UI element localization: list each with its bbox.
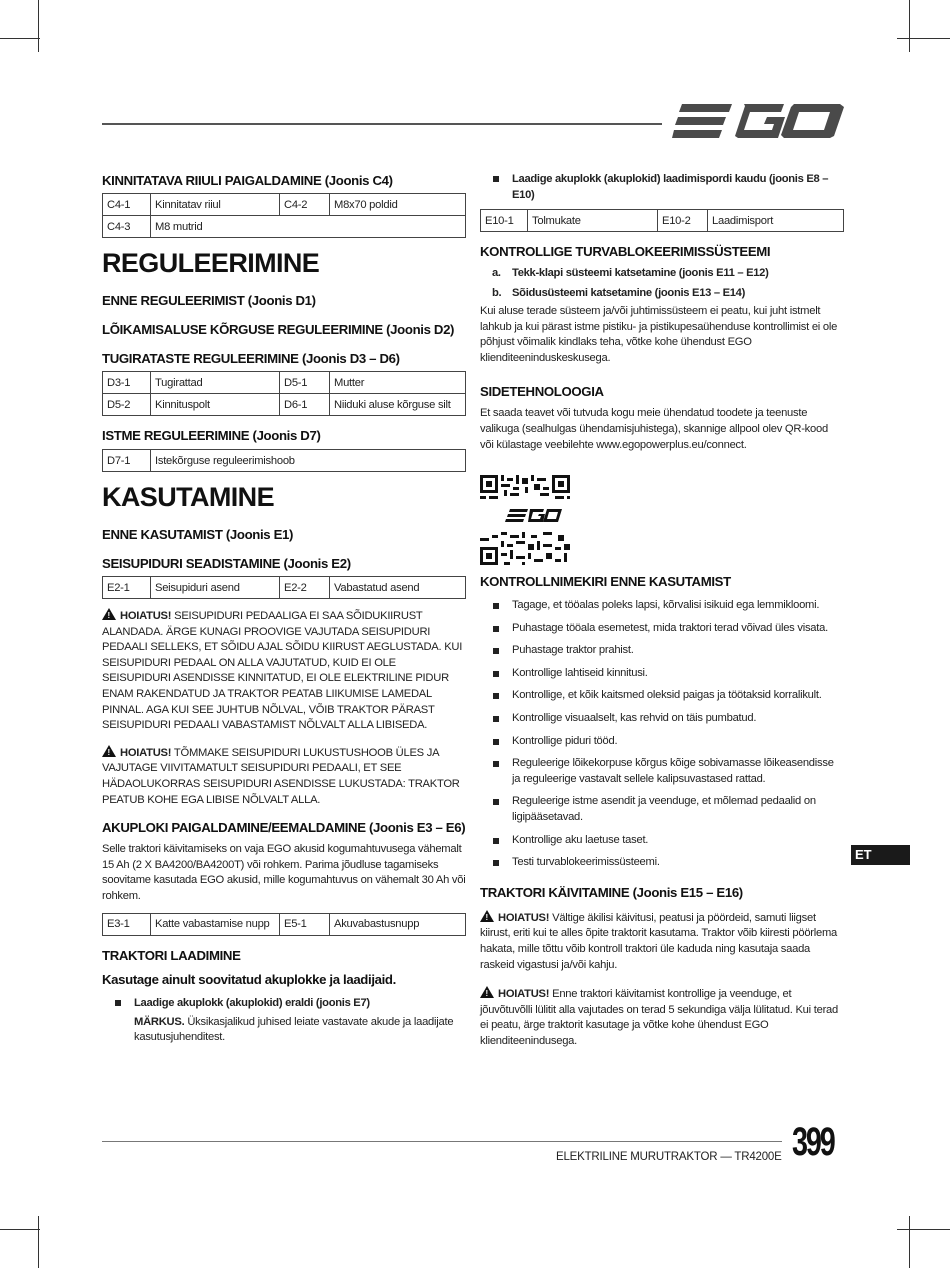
list-item: Testi turvablokeerimissüsteemi.: [480, 855, 844, 871]
crop-mark: [897, 1229, 950, 1230]
table-cell: Akuvabastusnupp: [330, 913, 466, 935]
crop-mark: [0, 38, 40, 39]
list-item: Kontrollige piduri tööd.: [480, 734, 844, 750]
warning-label: HOIATUS!: [498, 911, 550, 924]
ego-logo: [672, 100, 844, 144]
table-cell: D7-1: [103, 450, 151, 472]
right-column-lower: [480, 574, 844, 1049]
list-item: Kontrollige visuaalselt, kas rehvid on täis pumbatud.: [480, 711, 844, 727]
parts-table-d3: [102, 371, 466, 416]
table-cell: E2-2: [280, 577, 330, 599]
warning-text: SEISUPIDURI PEDAALIGA EI SAA SÕIDUKIIRUST ALANDADA. ÄRGE KUNAGI PROOVIGE VAJUTADA SEISUPIDURI PEDAALI SELLEKS, ET SÕIDU AJAL SÕIDU KIIRUST AEGLUSTADA. KUI SEISUPIDURI PEDAAL ON ALLA VAJUTATUD, KUID EI OLE SEISUPIDURI ASENDISSE KINNITATUD, EI OLE ELEKTRILINE PIDUR ENAM RAKENDATUD JA TRAKTOR PEATAB LIIKUMISE LAMEDAL PINNAL. AGA KUI SEE JUHTUB NÕLVAL, VÕIB TRAKTOR PÄRAST SEISUPIDURI PEDAALI VABASTAMIST NÕLVALT ALLA LIBISEDA.: [102, 610, 463, 732]
crop-mark: [38, 1216, 39, 1268]
list-item-b: [480, 285, 844, 301]
note-text: Üksikasjalikud juhised leiate vastavate akude ja laadijate kasutusjuhenditest.: [134, 1015, 454, 1044]
footer-title: ELEKTRILINE MURUTRAKTOR — TR4200E: [556, 1151, 782, 1163]
table-cell: D5-1: [280, 372, 330, 394]
table-cell: Tugirattad: [151, 372, 280, 394]
warning-text: Vältige äkilisi käivitusi, peatusi ja pöördeid, samuti liigset kiirust, eriti kui te alles õpite traktorit kasutama. Traktor võib kiiresti pöörlema hakata, mille tõttu võib kontroll traktori üle kaduda ning kasutaja saada raskeid vigastusi ja/või kahju.: [480, 911, 838, 971]
warning-brake-lock: [102, 744, 466, 808]
note-label: MÄRKUS.: [134, 1015, 185, 1028]
table-cell: E10-1: [481, 210, 528, 232]
warning-text: TÕMMAKE SEISUPIDURI LUKUSTUSHOOB ÜLES JA VAJUTAGE VIIVITAMATULT SEISUPIDURI PEDAALI, ET SEE HÄDAOLUKORRAS SEISUPIDURI ASENDISSE LUKUSTADA: TRAKTOR PEATUB KOHE EGA LIBISE NÕLVALT ALLA.: [102, 746, 460, 806]
parts-table-c4: [102, 193, 466, 238]
table-cell: M8x70 poldid: [330, 194, 466, 216]
table-row: [103, 450, 466, 472]
table-cell: Kinnituspolt: [151, 394, 280, 416]
table-cell: Katte vabastamise nupp: [151, 913, 280, 935]
table-cell: C4-3: [103, 216, 151, 238]
warning-label: HOIATUS!: [498, 988, 550, 1001]
table-cell: E10-2: [658, 210, 708, 232]
table-cell: D3-1: [103, 372, 151, 394]
warning-start-2: [480, 985, 844, 1049]
table-row: [103, 372, 466, 394]
checklist: [480, 598, 844, 871]
table-cell: E2-1: [103, 577, 151, 599]
subheading-charging: Kasutage ainult soovitatud akuplokke ja laadijaid.: [102, 971, 396, 987]
list-item: Kontrollige aku laetuse taset.: [480, 833, 844, 849]
parts-table-e3: [102, 913, 466, 936]
parts-table-d7: [102, 449, 466, 472]
page-number: 399: [792, 1120, 834, 1164]
list-text: Sõidusüsteemi katsetamine (joonis E13 – E14): [512, 287, 746, 299]
note-e7: [102, 1015, 466, 1046]
table-cell: Vabastatud asend: [330, 577, 466, 599]
table-cell: Kinnitatav riiul: [151, 194, 280, 216]
table-cell: M8 mutrid: [151, 216, 466, 238]
list-item-e7: Laadige akuplokk (akuplokid) eraldi (joonis E7): [102, 995, 466, 1011]
table-row: [103, 577, 466, 599]
warning-icon: !: [102, 745, 116, 757]
paragraph-battery: Selle traktori käivitamiseks on vaja EGO akusid kogumahtuvusega vähemalt 15 Ah (2 X BA4200/BA4200T) või rohkem. Parima jõudluse tagamiseks soovitame kasutada EGO akusid, mille kogumahtuvus on vähemalt 30 Ah või rohkem.: [102, 843, 466, 902]
crop-mark: [897, 38, 950, 39]
crop-mark: [38, 0, 39, 52]
list-letter: b.: [492, 287, 502, 299]
table-cell: Mutter: [330, 372, 466, 394]
warning-label: HOIATUS!: [120, 610, 172, 622]
list-item-e8: Laadige akuplokk (akuplokid) laadimispordi kaudu (joonis E8 – E10): [480, 171, 844, 203]
table-cell: C4-2: [280, 194, 330, 216]
heading-charging: TRAKTORI LAADIMINE: [102, 947, 241, 963]
list-letter: a.: [492, 267, 501, 279]
header-rule: [102, 123, 662, 125]
heading-e1: ENNE KASUTAMIST (Joonis E1): [102, 527, 294, 542]
parts-table-e2: [102, 576, 466, 599]
heading-d2: LÕIKAMISALUSE KÕRGUSE REGULEERIMINE (Joonis D2): [102, 322, 455, 337]
list-text: Tekk-klapi süsteemi katsetamine (joonis E11 – E12): [512, 267, 769, 279]
warning-icon: !: [102, 608, 116, 620]
list-item: Puhastage traktor prahist.: [480, 643, 844, 659]
heading-e3: AKUPLOKI PAIGALDAMINE/EEMALDAMINE (Joonis E3 – E6): [102, 820, 466, 836]
section-heading-c4: KINNITATAVA RIIULI PAIGALDAMINE (Joonis C4): [102, 173, 393, 188]
table-cell: C4-1: [103, 194, 151, 216]
list-item: Kontrollige lahtiseid kinnitusi.: [480, 666, 844, 682]
heading-d1: ENNE REGULEERIMIST (Joonis D1): [102, 293, 316, 308]
list-item: Reguleerige lõikekorpuse kõrgus kõige sobivamasse lõikeasendisse ja reguleerige vastavalt sellele kalipsuvastased rattad.: [480, 756, 844, 787]
table-cell: Seisupiduri asend: [151, 577, 280, 599]
heading-connectivity: SIDETEHNOLOOGIA: [480, 384, 604, 400]
table-row: [481, 210, 844, 232]
heading-start: TRAKTORI KÄIVITAMINE (Joonis E15 – E16): [480, 884, 743, 900]
table-cell: Tolmukate: [528, 210, 658, 232]
warning-icon: !: [480, 986, 494, 998]
paragraph-connectivity: Et saada teavet või tutvuda kogu meie ühendatud toodete ja teenuste valikuga (sealhulgas ühendamisjuhistega), skannige allpool olev QR-kood või külastage veebilehte www.egopowerplus.eu/connect.: [480, 407, 828, 451]
footer-rule: [102, 1141, 782, 1142]
list-item: Tagage, et tööalas poleks lapsi, kõrvalisi isikuid ega lemmikloomi.: [480, 598, 844, 614]
paragraph-safety: Kui aluse terade süsteem ja/või juhtimissüsteem ei peatu, kui juht istmelt lahkub ja kui pärast istme pistiku- ja pistikupesaühenduse kontrollimist ei ole põhjust võimalik kindlaks teha, võtke kohe ühendust EGO klienditeeninduskeskusega.: [480, 305, 838, 364]
section-title-kasutamine: KASUTAMINE: [102, 482, 274, 512]
list-item: Puhastage tööala esemetest, mida traktori terad võivad üles visata.: [480, 621, 844, 637]
heading-checklist: KONTROLLNIMEKIRI ENNE KASUTAMIST: [480, 574, 731, 589]
warning-text: Enne traktori käivitamist kontrollige ja veenduge, et jõuvõtuvõlli lülitit alla vajutades on terad 5 sekundiga välja lülitatud. Kui terad ei peatu, ärge traktorit kasutage ja võtke kohe ühendust EGO klienditeenindusega.: [480, 988, 838, 1047]
table-cell: Laadimisport: [708, 210, 844, 232]
heading-d7: ISTME REGULEERIMINE (Joonis D7): [102, 428, 321, 443]
left-column: [102, 170, 466, 1046]
table-row: [103, 194, 466, 216]
warning-icon: !: [480, 910, 494, 922]
table-row: [103, 913, 466, 935]
list-item: Kontrollige, et kõik kaitsmed oleksid paigas ja töötaksid korralikult.: [480, 688, 844, 704]
warning-parking-brake: [102, 607, 466, 734]
table-row: [103, 394, 466, 416]
heading-safety-interlock: KONTROLLIGE TURVABLOKEERIMISSÜSTEEMI: [480, 244, 771, 259]
list-item-a: [480, 265, 844, 281]
heading-d3: TUGIRATASTE REGULEERIMINE (Joonis D3 – D6): [102, 351, 400, 366]
qr-code-image: [480, 475, 570, 565]
crop-mark: [909, 1216, 910, 1268]
table-row: [103, 216, 466, 238]
warning-start-1: [480, 909, 844, 973]
warning-label: HOIATUS!: [120, 746, 172, 759]
crop-mark: [909, 0, 910, 52]
table-cell: Niiduki aluse kõrguse silt: [330, 394, 466, 416]
table-cell: E3-1: [103, 913, 151, 935]
table-cell: Istekõrguse reguleerimishoob: [151, 450, 466, 472]
list-item: Reguleerige istme asendit ja veenduge, et mõlemad pedaalid on ligipääsetavad.: [480, 794, 844, 825]
table-cell: D6-1: [280, 394, 330, 416]
section-title-reguleerimine: REGULEERIMINE: [102, 248, 320, 278]
crop-mark: [0, 1229, 40, 1230]
heading-e2: SEISUPIDURI SEADISTAMINE (Joonis E2): [102, 556, 351, 571]
table-cell: D5-2: [103, 394, 151, 416]
language-tab: ET: [851, 845, 910, 865]
parts-table-e10: [480, 209, 844, 232]
right-column: [480, 170, 844, 453]
table-cell: E5-1: [280, 913, 330, 935]
